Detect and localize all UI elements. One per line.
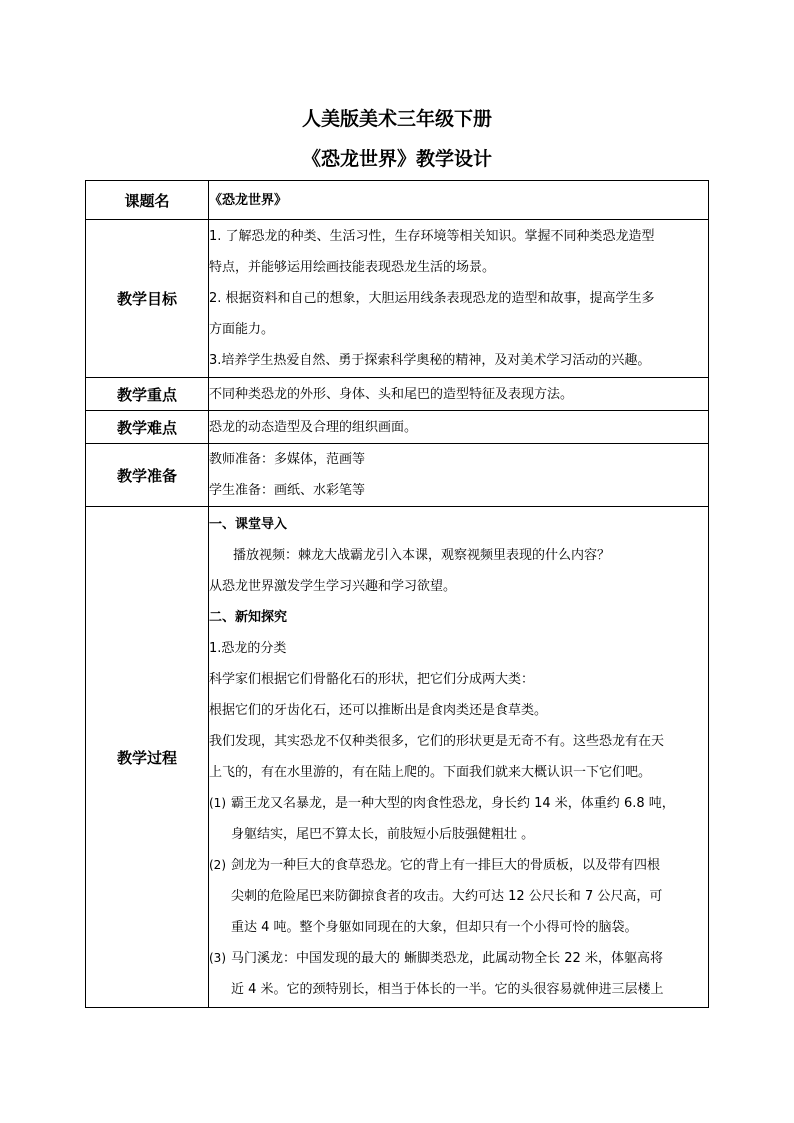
row-value-difficulties [209, 411, 709, 444]
key-points-value: 不同种类恐龙的外形、身体、头和尾巴的造型特征及表现方法。 [209, 386, 574, 402]
row-label-preparation: 教学准备 [86, 444, 209, 507]
list-item-line: 尖刺的危险尾巴来防御掠食者的攻击。大约可达 12 公尺长和 7 公尺高，可 [231, 889, 663, 904]
row-label-key-points: 教学重点 [86, 378, 209, 411]
list-number: (2) [209, 858, 226, 872]
list-item-body [231, 850, 708, 943]
row-value-topic [209, 181, 709, 220]
student-preparation: 学生准备：画纸、水彩笔等 [209, 483, 366, 498]
process-line: 根据它们的牙齿化石，还可以推断出是食肉类还是食草类。 [209, 703, 548, 718]
topic-value: 《恐龙世界》 [209, 192, 288, 208]
row-value-key-points [209, 378, 709, 411]
list-item-line: 近 4 米。它的颈特别长，相当于体长的一半。它的头很容易就伸进三层楼上 [231, 982, 664, 997]
process-line: 我们发现，其实恐龙不仅种类很多，它们的形状更是无奇不有。这些恐龙有在天 [209, 734, 665, 749]
goal-line: 3.培养学生热爱自然、勇于探索科学奥秘的精神，及对美术学习活动的兴趣。 [209, 353, 651, 368]
document-subtitle: 《恐龙世界》教学设计 [301, 148, 492, 170]
table-row-goals [86, 220, 709, 378]
process-content [209, 507, 708, 1005]
subsection-heading-classification: 1.恐龙的分类 [209, 641, 287, 656]
row-value-preparation [209, 444, 709, 507]
goal-line: 特点，并能够运用绘画技能表现恐龙生活的场景。 [209, 260, 496, 275]
list-item-mamenchisaurus [209, 943, 708, 1005]
process-line: 播放视频：棘龙大战霸龙引入本课，观察视频里表现的什么内容？ [233, 548, 611, 563]
process-line: 上飞的，有在水里游的，有在陆上爬的。下面我们就来大概认识一下它们吧。 [209, 765, 652, 780]
list-item-line: 重达 4 吨。整个身躯如同现在的大象，但却只有一个小得可怜的脑袋。 [231, 920, 638, 935]
list-item-line: 霸王龙又名暴龙，是一种大型的肉食性恐龙，身长约 14 米，体重约 6.8 吨， [231, 796, 675, 811]
list-item-line: 身躯结实，尾巴不算太长，前肢短小后肢强健粗壮 。 [231, 827, 535, 842]
row-label-goals: 教学目标 [86, 220, 209, 378]
section-heading-intro: 一、课堂导入 [209, 517, 288, 532]
list-item-line: 剑龙为一种巨大的食草恐龙。它的背上有一排巨大的骨质板，以及带有四根 [231, 858, 661, 873]
section-heading-explore: 二、新知探究 [209, 610, 288, 625]
list-item-stegosaurus [209, 850, 708, 943]
document-title: 人美版美术三年级下册 [301, 108, 492, 130]
list-item-body [231, 788, 708, 850]
goal-line: 方面能力。 [209, 322, 275, 337]
row-value-process [209, 507, 709, 1008]
goal-line: 2. 根据资料和自己的想象，大胆运用线条表现恐龙的造型和故事，提高学生多 [209, 291, 655, 306]
table-row-topic [86, 181, 709, 220]
row-label-topic: 课题名 [86, 181, 209, 220]
list-number: (1) [209, 796, 226, 810]
teacher-preparation: 教师准备：多媒体，范画等 [209, 452, 366, 467]
process-line: 从恐龙世界激发学生学习兴趣和学习欲望。 [209, 579, 457, 594]
list-item-tyrannosaurus [209, 788, 708, 850]
goal-line: 1. 了解恐龙的种类、生活习性，生存环境等相关知识。掌握不同种类恐龙造型 [209, 229, 655, 244]
list-item-line: 马门溪龙：中国发现的最大的 蜥脚类恐龙，此属动物全长 22 米，体躯高将 [231, 951, 663, 966]
table-row-key-points [86, 378, 709, 411]
difficulties-value: 恐龙的动态造型及合理的组织画面。 [209, 419, 418, 435]
lesson-plan-table [85, 180, 709, 1008]
table-row-preparation [86, 444, 709, 507]
row-label-difficulties: 教学难点 [86, 411, 209, 444]
process-line: 科学家们根据它们骨骼化石的形状，把它们分成两大类： [209, 672, 535, 687]
table-row-difficulties [86, 411, 709, 444]
row-label-process: 教学过程 [86, 507, 209, 1008]
row-value-goals [209, 220, 709, 378]
list-item-body [231, 943, 708, 1005]
table-row-process [86, 507, 709, 1008]
list-number: (3) [209, 951, 226, 965]
